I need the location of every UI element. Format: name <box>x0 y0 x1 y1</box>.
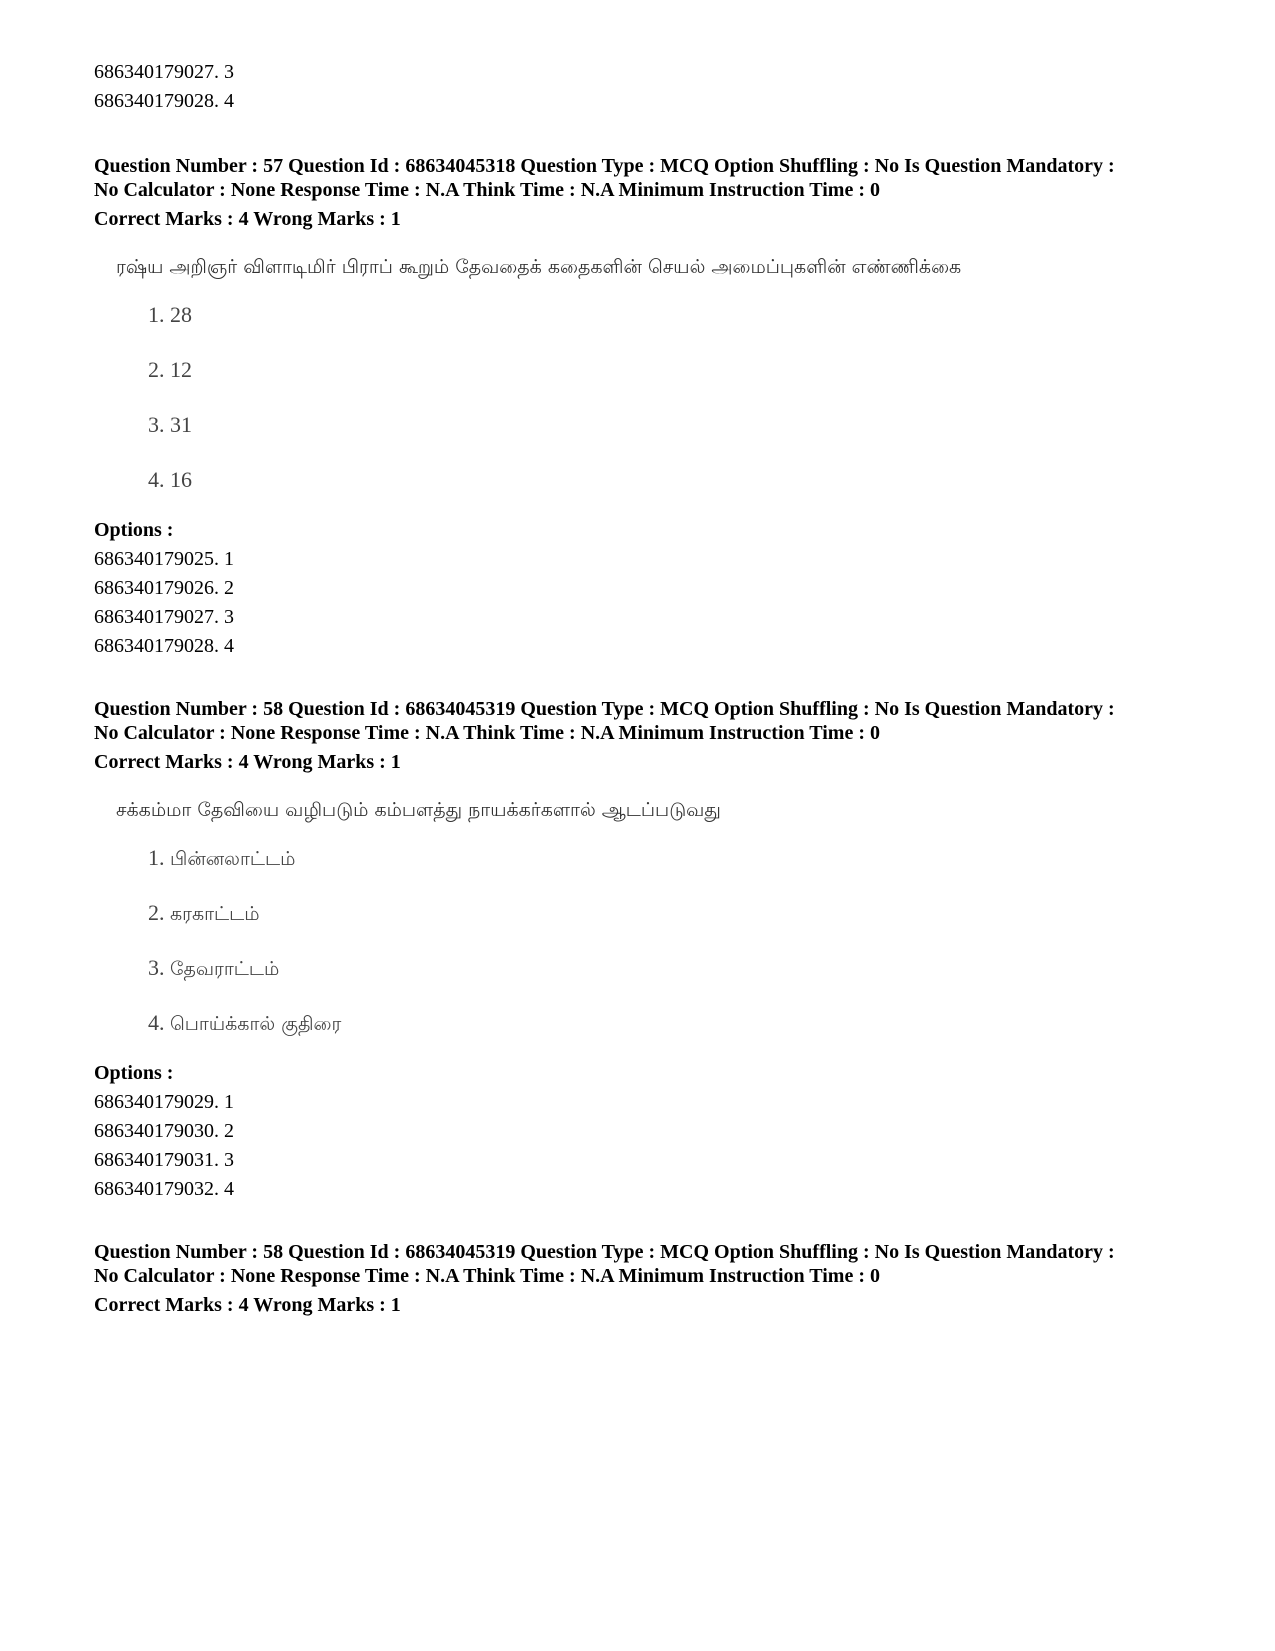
answer-choice-3: 3. தேவராட்டம் <box>148 955 280 980</box>
option-line: 686340179031. 3 <box>94 1149 234 1171</box>
question-text: சக்கம்மா தேவியை வழிபடும் கம்பளத்து நாயக்கர்களால் ஆடப்படுவது <box>116 799 721 821</box>
question-header-line-2: No Calculator : None Response Time : N.A Think Time : N.A Minimum Instruction Time : 0 <box>94 1265 880 1287</box>
option-line: 686340179029. 1 <box>94 1091 234 1113</box>
option-line: 686340179027. 3 <box>94 61 234 83</box>
option-line: 686340179026. 2 <box>94 577 234 599</box>
top-options-list <box>94 58 1214 116</box>
question-header-line-1: Question Number : 58 Question Id : 68634045319 Question Type : MCQ Option Shuffling : No Is Question Mandatory : <box>94 698 1115 720</box>
question-text: ரஷ்ய அறிஞர் விளாடிமிர் பிராப் கூறும் தேவதைக் கதைகளின் செயல் அமைப்புகளின் எண்ணிக்கை <box>116 256 962 278</box>
option-line: 686340179025. 1 <box>94 548 234 570</box>
answer-choice-1: 1. 28 <box>148 302 192 327</box>
document-page <box>94 58 1214 1317</box>
answer-choices <box>148 299 1214 496</box>
answer-choice-4: 4. பொய்க்கால் குதிரை <box>148 1010 342 1035</box>
options-label: Options : <box>94 519 174 541</box>
answer-choice-1: 1. பின்னலாட்டம் <box>148 845 296 870</box>
question-header-line-1: Question Number : 57 Question Id : 68634045318 Question Type : MCQ Option Shuffling : No Is Question Mandatory : <box>94 155 1115 177</box>
question-header-line-1: Question Number : 58 Question Id : 68634045319 Question Type : MCQ Option Shuffling : No Is Question Mandatory : <box>94 1241 1115 1263</box>
option-line: 686340179027. 3 <box>94 606 234 628</box>
options-label: Options : <box>94 1062 174 1084</box>
question-header <box>94 154 1214 202</box>
option-line: 686340179028. 4 <box>94 635 234 657</box>
question-header <box>94 1240 1214 1288</box>
question-header <box>94 697 1214 745</box>
option-line: 686340179030. 2 <box>94 1120 234 1142</box>
question-marks: Correct Marks : 4 Wrong Marks : 1 <box>94 751 401 773</box>
question-marks: Correct Marks : 4 Wrong Marks : 1 <box>94 1294 401 1316</box>
answer-choice-2: 2. கரகாட்டம் <box>148 900 260 925</box>
option-line: 686340179028. 4 <box>94 90 234 112</box>
option-line: 686340179032. 4 <box>94 1178 234 1200</box>
question-58 <box>94 697 1214 1204</box>
question-57 <box>94 154 1214 661</box>
answer-choice-2: 2. 12 <box>148 357 192 382</box>
question-58-repeat <box>94 1240 1214 1317</box>
question-header-line-2: No Calculator : None Response Time : N.A Think Time : N.A Minimum Instruction Time : 0 <box>94 179 880 201</box>
answer-choice-3: 3. 31 <box>148 412 192 437</box>
question-marks: Correct Marks : 4 Wrong Marks : 1 <box>94 208 401 230</box>
question-header-line-2: No Calculator : None Response Time : N.A Think Time : N.A Minimum Instruction Time : 0 <box>94 722 880 744</box>
answer-choices <box>148 842 1214 1039</box>
answer-choice-4: 4. 16 <box>148 467 192 492</box>
